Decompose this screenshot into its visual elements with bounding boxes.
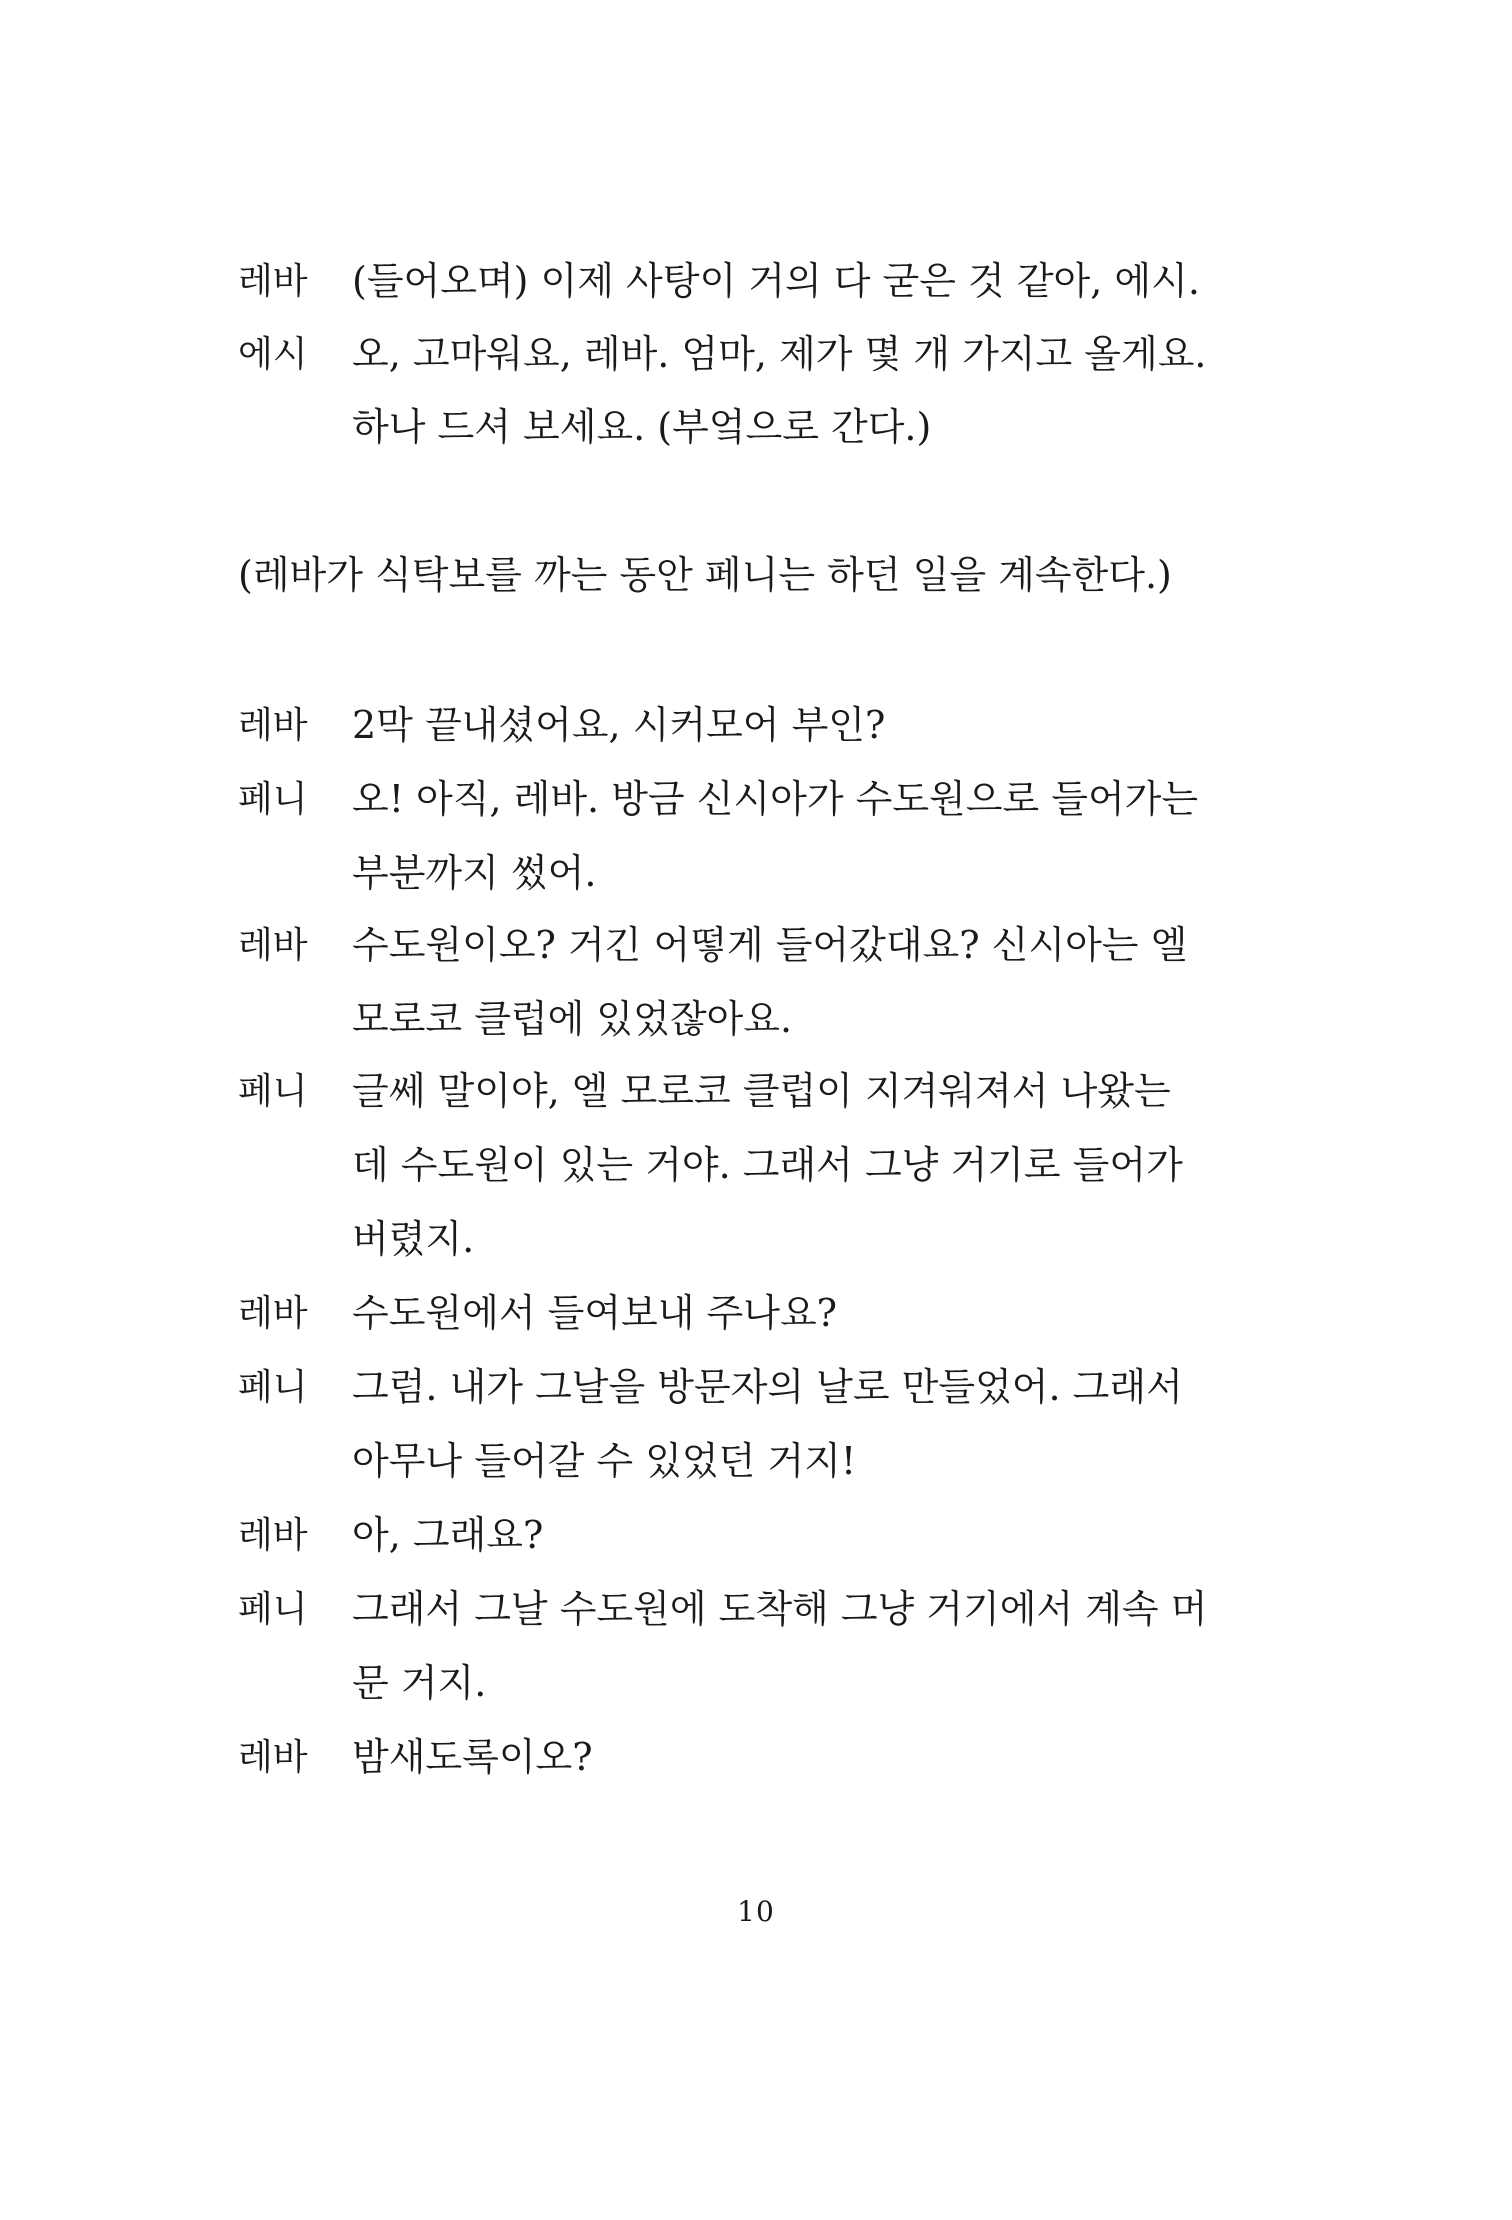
dialogue-line: 아, 그래요? <box>352 1513 544 1557</box>
stage-direction: (레바가 식탁보를 까는 동안 페니는 하던 일을 계속한다.) <box>238 553 1172 597</box>
dialogue-line: 그래서 그날 수도원에 도착해 그냥 거기에서 계속 머 <box>352 1587 1208 1631</box>
dialogue-line: 모로코 클럽에 있었잖아요. <box>352 997 793 1041</box>
dialogue-line: 문 거지. <box>352 1661 487 1705</box>
dialogue-line: 2막 끝내셨어요, 시커모어 부인? <box>352 703 886 747</box>
speaker-name: 페니 <box>238 779 308 820</box>
dialogue-line: 오! 아직, 레바. 방금 신시아가 수도원으로 들어가는 <box>352 777 1199 821</box>
dialogue-line: 오, 고마워요, 레바. 엄마, 제가 몇 개 가지고 올게요. <box>352 332 1207 376</box>
speaker-name: 레바 <box>238 261 308 302</box>
page-number: 10 <box>737 1895 775 1928</box>
speaker-name: 레바 <box>238 1737 308 1778</box>
speaker-name: 레바 <box>238 1293 308 1334</box>
dialogue-line: 그럼. 내가 그날을 방문자의 날로 만들었어. 그래서 <box>352 1365 1183 1409</box>
speaker-name: 페니 <box>238 1367 308 1408</box>
dialogue-line: 수도원에서 들여보내 주나요? <box>352 1291 838 1335</box>
speaker-name: 페니 <box>238 1589 308 1630</box>
dialogue-line: 아무나 들어갈 수 있었던 거지! <box>352 1439 857 1483</box>
speaker-name: 페니 <box>238 1071 308 1112</box>
speaker-name: 레바 <box>238 925 308 966</box>
dialogue-line: 부분까지 썼어. <box>352 851 597 895</box>
dialogue-line: 하나 드셔 보세요. (부엌으로 간다.) <box>352 405 932 449</box>
speaker-name: 레바 <box>238 705 308 746</box>
speaker-name: 에시 <box>238 334 308 375</box>
dialogue-line: 데 수도원이 있는 거야. 그래서 그냥 거기로 들어가 <box>352 1143 1183 1187</box>
dialogue-line: 버렸지. <box>352 1217 475 1261</box>
speaker-name: 레바 <box>238 1515 308 1556</box>
dialogue-line: 글쎄 말이야, 엘 모로코 클럽이 지겨워져서 나왔는 <box>352 1069 1171 1113</box>
dialogue-line: (들어오며) 이제 사탕이 거의 다 굳은 것 같아, 에시. <box>352 259 1200 303</box>
dialogue-line: 수도원이오? 거긴 어떻게 들어갔대요? 신시아는 엘 <box>352 923 1188 967</box>
dialogue-line: 밤새도록이오? <box>352 1735 593 1779</box>
